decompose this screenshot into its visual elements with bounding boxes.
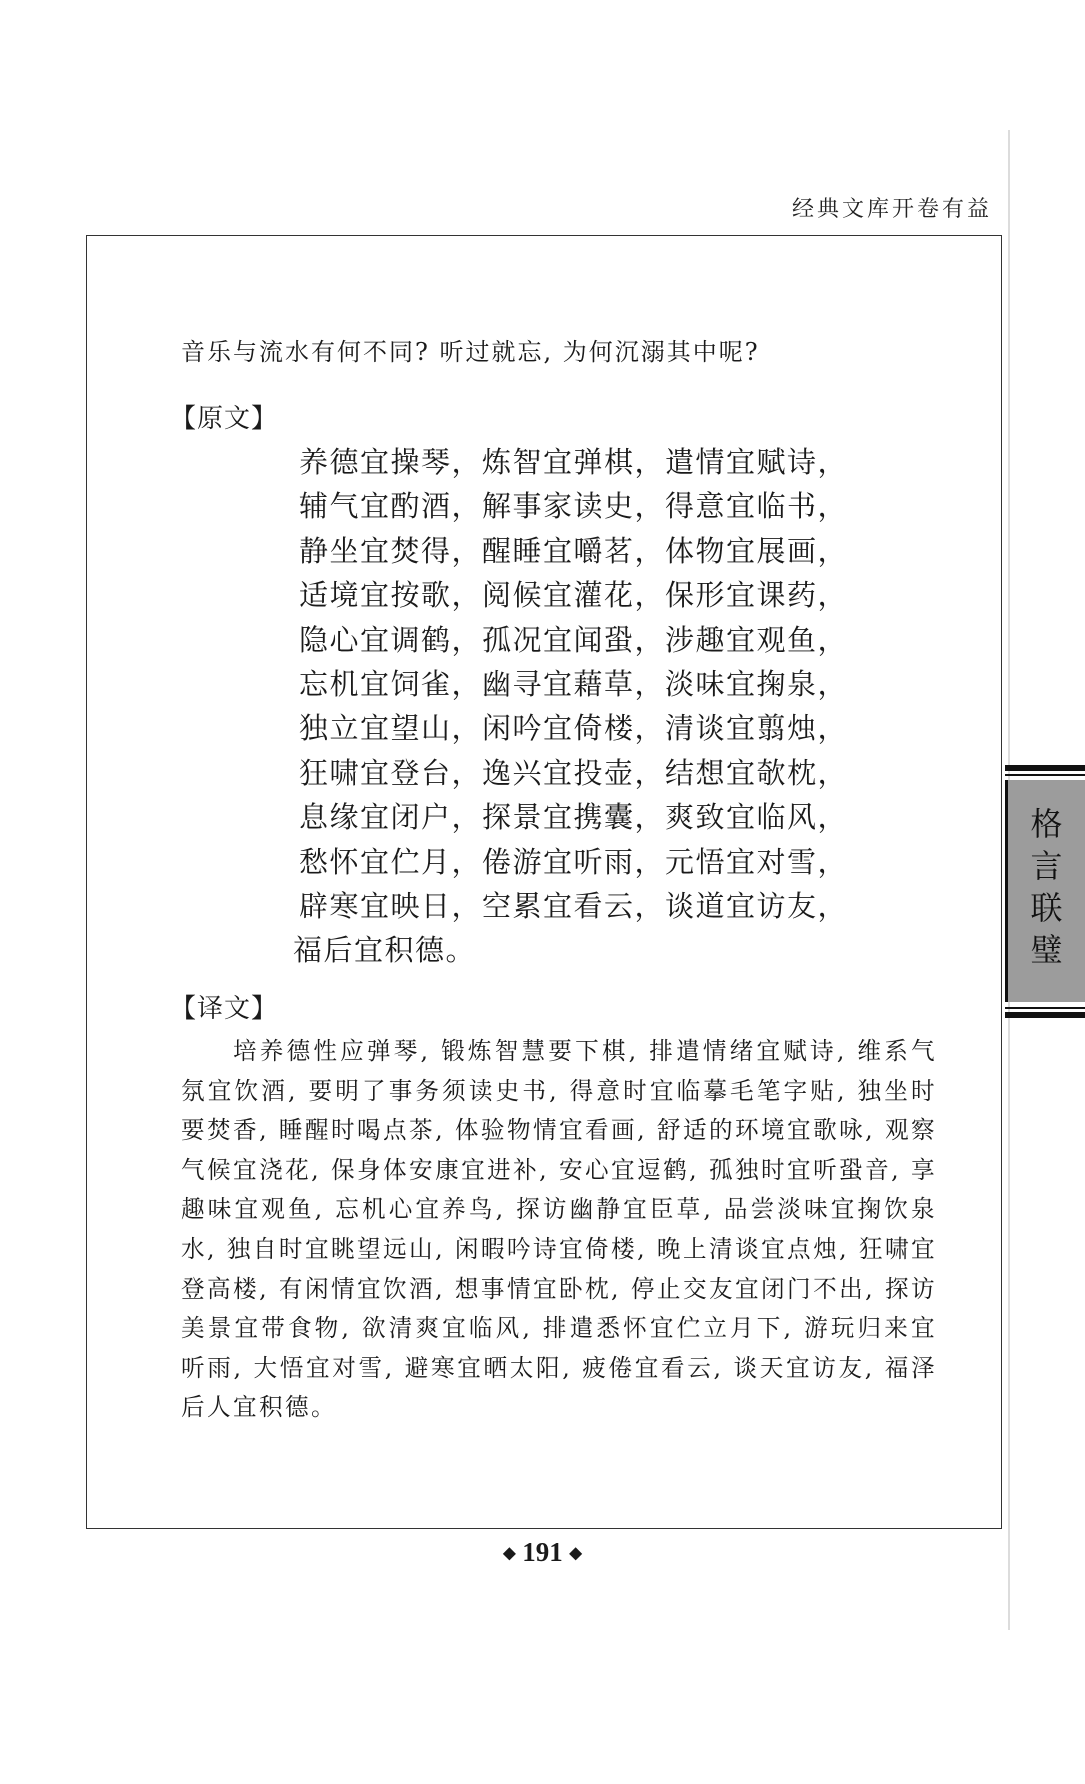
verse-line: 辅气宜酌酒，解事家读史，得意宜临书， — [299, 489, 849, 524]
diamond-icon: ◆ — [503, 1544, 516, 1562]
verse-line: 愁怀宜伫月，倦游宜听雨，元悟宜对雪， — [299, 844, 849, 879]
verse-line: 狂啸宜登台，逸兴宜投壶，结想宜欹枕， — [299, 755, 849, 790]
side-tab-panel — [1005, 780, 1085, 1002]
intro-sentence: 音乐与流水有何不同? 听过就忘, 为何沉溺其中呢? — [181, 338, 760, 366]
verse-line: 息缘宜闭户，探景宜携囊，爽致宜临风， — [299, 800, 849, 835]
original-heading: 【原文】 — [170, 404, 279, 434]
verse-line: 福后宜积德。 — [293, 933, 477, 968]
translation-paragraph: 培养德性应弹琴, 锻炼智慧要下棋, 排遣情绪宜赋诗, 维系气氛宜饮酒, 要明了事务须读史书, 得意时宜临摹毛笔字贴, 独坐时要焚香, 睡醒时喝点茶, 体验物情宜看画, 舒适的环境宜歌咏, 观察气候宜浇花, 保身体安康宜进补, 安心宜逗鹤, 孤独时宜听蛩音, 享趣味宜观鱼, 忘机心宜养鸟, 探访幽静宜臣草, 品尝淡味宜掬饮泉水, 独自时宜眺望远山, 闲暇吟诗宜倚楼, 晚上清谈宜点烛, 狂啸宜登高楼, 有闲情宜饮酒, 想事情宜卧枕, 停止交友宜闭门不出, 探访美景宜带食物, 欲清爽宜临风, 排遣悉怀宜伫立月下, 游玩归来宜听雨, 大悟宜对雪, 避寒宜晒太阳, 疲倦宜看云, 谈天宜访友, 福泽后人宜积德。 — [181, 1037, 937, 1422]
verse-line: 适境宜按歌，阅候宜灌花，保形宜课药， — [299, 578, 849, 613]
verse-line: 辟寒宜映日，空累宜看云，谈道宜访友， — [299, 889, 849, 924]
tab-top-rule — [1005, 765, 1085, 771]
translation-heading: 【译文】 — [170, 994, 279, 1024]
running-header: 经典文库开卷有益 — [791, 197, 992, 222]
diamond-icon: ◆ — [569, 1544, 582, 1562]
verse-line: 独立宜望山，闲吟宜倚楼，清谈宜翦烛， — [299, 711, 849, 746]
verse-line: 隐心宜调鹤，孤况宜闻蛩，涉趣宜观鱼， — [299, 622, 849, 657]
side-tab-label: 格言联璧 — [1025, 807, 1064, 975]
page-number-value: 191 — [522, 1537, 563, 1567]
verse-line: 养德宜操琴，炼智宜弹棋，遣情宜赋诗， — [299, 445, 849, 479]
original-verse — [293, 440, 849, 973]
verse-line: 忘机宜饲雀，幽寻宜藉草，淡味宜掬泉， — [299, 667, 849, 702]
section-side-tab — [1005, 765, 1085, 1020]
tab-top-rule-thin — [1005, 774, 1085, 776]
tab-bottom-rule — [1005, 1012, 1085, 1018]
tab-bottom-rule-thin — [1005, 1007, 1085, 1009]
page-number — [0, 1537, 1085, 1568]
verse-line: 静坐宜焚得，醒睡宜嚼茗，体物宜展画， — [299, 533, 849, 568]
